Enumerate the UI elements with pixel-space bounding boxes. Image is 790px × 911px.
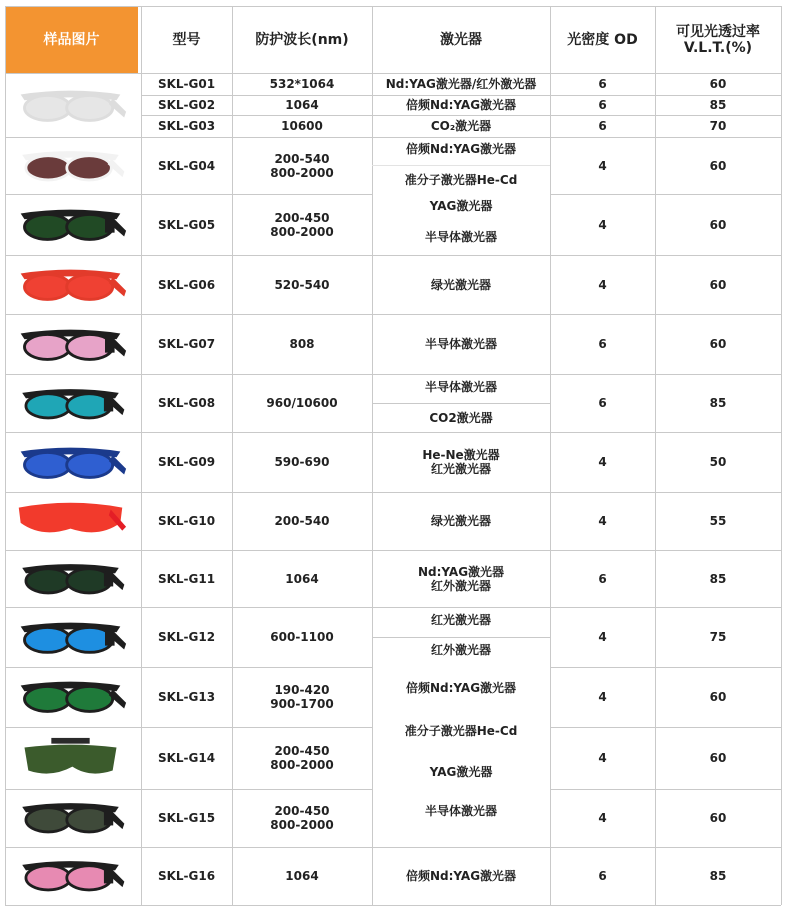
od-cell [550,607,655,667]
wavelength-value: 200-450 [274,804,330,818]
vlt-value: 85 [709,571,727,586]
header-sample-image-label: 样品图片 [43,31,100,48]
laser-value: 倍频Nd:YAG激光器 [405,869,517,883]
vlt-value: 85 [709,396,727,410]
model-value: SKL-G05 [157,217,216,232]
laser-subdivider [372,403,550,404]
vlt-cell [655,727,781,789]
vlt-value: 60 [709,751,727,765]
vlt-cell [655,73,781,95]
vlt-value: 50 [709,455,727,469]
wavelength-cell [232,667,372,727]
laser-value: 倍频Nd:YAG激光器 [405,98,517,112]
vlt-cell [655,255,781,314]
model-value: SKL-G13 [157,690,216,704]
wavelength-value: 10600 [281,119,323,133]
column-divider [781,6,782,905]
od-value: 6 [598,396,607,410]
model-cell [141,847,232,905]
model-cell [141,194,232,255]
header-sample-image [5,6,138,73]
od-cell [550,789,655,847]
model-value: SKL-G01 [157,77,216,91]
wavelength-value: 1064 [285,869,319,883]
model-cell [141,115,232,137]
od-value: 4 [598,514,607,528]
wavelength-cell [232,492,372,550]
safety-goggles-image [13,76,128,136]
safety-goggles-image [13,198,128,252]
header-wavelength [232,6,372,73]
row-divider [5,6,781,7]
model-value: SKL-G08 [157,396,216,410]
wavelength-value: 200-450 [274,744,330,758]
laser-group-line [372,802,550,820]
wavelength-cell [232,194,372,255]
vlt-value: 60 [709,277,727,292]
safety-goggles-image [13,850,128,902]
vlt-cell [655,115,781,137]
od-cell [550,115,655,137]
vlt-cell [655,607,781,667]
model-value: SKL-G07 [157,337,216,351]
model-value: SKL-G10 [157,514,216,528]
od-cell [550,492,655,550]
model-value: SKL-G03 [157,119,216,133]
wavelength-value: 1064 [285,98,319,112]
od-cell [550,550,655,607]
laser-value: Nd:YAG激光器 [417,564,505,579]
header-od [550,6,655,73]
safety-goggles-image [13,318,128,372]
wavelength-cell [232,727,372,789]
wavelength-cell [232,314,372,374]
laser-value: 红外激光器 [430,578,491,593]
wavelength-cell [232,115,372,137]
vlt-cell [655,847,781,905]
row-divider [5,905,781,906]
wavelength-cell [232,432,372,492]
model-cell [141,73,232,95]
laser-cell [372,847,550,905]
od-cell [550,314,655,374]
laser-cell [372,95,550,115]
header-laser-label: 激光器 [440,31,482,48]
wavelength-cell [232,607,372,667]
laser-value: CO₂激光器 [430,119,492,133]
laser-value: 红光激光器 [430,613,491,627]
wavelength-value: 520-540 [274,277,330,292]
vlt-value: 60 [709,337,727,351]
safety-goggles-image [13,553,128,605]
laser-group-line [372,722,550,740]
laser-group-line [372,409,550,427]
wavelength-value: 200-540 [274,151,330,166]
model-cell [141,432,232,492]
wavelength-value: 532*1064 [269,77,335,91]
laser-value: CO2激光器 [429,411,493,425]
model-cell [141,727,232,789]
vlt-cell [655,432,781,492]
model-cell [141,550,232,607]
od-value: 4 [598,455,607,469]
laser-value: 绿光激光器 [430,514,491,528]
laser-cell [372,314,550,374]
laser-value: 倍频Nd:YAG激光器 [405,681,517,695]
laser-value: YAG激光器 [429,765,493,779]
model-value: SKL-G16 [157,869,216,883]
wavelength-value: 600-1100 [270,630,334,644]
header-vlt-line2: V.L.T.(%) [683,39,753,56]
wavelength-value: 800-2000 [270,758,334,772]
wavelength-value: 960/10600 [266,396,338,410]
laser-value: 半导体激光器 [424,337,497,351]
column-divider [5,6,6,905]
wavelength-value: 800-2000 [270,818,334,832]
model-value: SKL-G15 [157,811,216,825]
safety-goggles-image [13,436,128,490]
vlt-value: 75 [709,630,727,644]
od-value: 6 [598,98,607,112]
wavelength-value: 200-450 [274,210,330,225]
laser-value: 倍频Nd:YAG激光器 [405,142,517,156]
laser-value: YAG激光器 [429,199,493,213]
wavelength-value: 800-2000 [270,224,334,239]
vlt-cell [655,492,781,550]
vlt-value: 60 [709,811,727,825]
od-value: 4 [598,277,607,292]
wavelength-value: 900-1700 [270,697,334,711]
laser-value: 半导体激光器 [424,230,497,244]
safety-goggles-image [13,494,128,548]
model-cell [141,607,232,667]
model-value: SKL-G04 [157,158,216,173]
vlt-cell [655,137,781,194]
model-cell [141,137,232,194]
od-value: 4 [598,217,607,232]
model-value: SKL-G14 [157,751,216,765]
wavelength-value: 190-420 [274,683,330,697]
laser-subdivider [372,637,550,638]
header-model [141,6,232,73]
wavelength-value: 590-690 [274,455,330,469]
vlt-cell [655,789,781,847]
laser-group-line [372,197,550,215]
laser-group-line [372,763,550,781]
laser-value: He-Ne激光器 [422,448,500,462]
wavelength-cell [232,255,372,314]
laser-value: 红光激光器 [430,462,491,476]
model-cell [141,95,232,115]
safety-goggles-image [13,258,128,312]
vlt-value: 60 [709,77,727,91]
laser-value: 半导体激光器 [424,380,497,394]
wavelength-value: 1064 [285,571,319,586]
header-wavelength-label: 防护波长(nm) [255,31,349,48]
laser-value: 准分子激光器He-Cd [404,173,518,187]
laser-cell [372,115,550,137]
od-value: 6 [598,337,607,351]
safety-goggles-image [13,140,128,192]
header-laser [372,6,550,73]
header-od-label: 光密度 OD [567,31,638,48]
vlt-cell [655,194,781,255]
safety-goggles-image [13,792,128,844]
wavelength-value: 200-540 [274,514,330,528]
laser-value: 半导体激光器 [424,804,497,818]
od-cell [550,137,655,194]
od-value: 4 [598,811,607,825]
od-cell [550,847,655,905]
wavelength-cell [232,550,372,607]
model-cell [141,789,232,847]
od-cell [550,667,655,727]
model-cell [141,255,232,314]
od-value: 4 [598,630,607,644]
laser-group-line [372,641,550,659]
laser-value: 绿光激光器 [430,277,491,292]
merged-cell-mask [373,194,550,195]
model-value: SKL-G06 [157,277,216,292]
model-cell [141,667,232,727]
vlt-value: 60 [709,217,727,232]
od-value: 6 [598,119,607,133]
safety-goggles-image [13,731,128,787]
od-value: 6 [598,869,607,883]
wavelength-cell [232,789,372,847]
laser-group-line [372,378,550,396]
merged-cell-mask [373,667,550,668]
vlt-value: 70 [709,119,727,133]
model-value: SKL-G11 [157,571,216,586]
wavelength-cell [232,847,372,905]
model-value: SKL-G02 [157,98,216,112]
wavelength-cell [232,374,372,432]
laser-value: Nd:YAG激光器/红外激光器 [385,77,537,91]
vlt-cell [655,374,781,432]
header-vlt-line1: 可见光透过率 [676,23,760,40]
model-cell [141,492,232,550]
safety-goggles-image [13,670,128,724]
laser-cell [372,73,550,95]
wavelength-cell [232,95,372,115]
model-cell [141,374,232,432]
laser-group-line [372,679,550,697]
laser-cell [372,255,550,314]
vlt-cell [655,314,781,374]
model-value: SKL-G09 [157,455,216,469]
vlt-value: 85 [709,98,727,112]
od-value: 4 [598,690,607,704]
wavelength-cell [232,73,372,95]
od-value: 6 [598,77,607,91]
od-cell [550,95,655,115]
safety-goggles-image [13,378,128,430]
vlt-cell [655,550,781,607]
od-cell [550,374,655,432]
header-model-label: 型号 [172,31,201,48]
laser-subdivider [372,165,550,166]
od-cell [550,727,655,789]
safety-goggles-image [13,611,128,665]
laser-group-line [372,228,550,246]
vlt-cell [655,667,781,727]
wavelength-value: 808 [289,337,315,351]
header-vlt [655,6,781,73]
vlt-value: 85 [709,869,727,883]
od-cell [550,73,655,95]
od-value: 4 [598,158,607,173]
laser-group-line [372,171,550,189]
od-cell [550,194,655,255]
model-value: SKL-G12 [157,630,216,644]
od-value: 6 [598,571,607,586]
vlt-value: 60 [709,690,727,704]
vlt-value: 60 [709,158,727,173]
od-cell [550,432,655,492]
laser-value: 准分子激光器He-Cd [404,724,518,738]
model-cell [141,314,232,374]
wavelength-cell [232,137,372,194]
laser-cell [372,492,550,550]
laser-value: 红外激光器 [430,643,491,657]
laser-group-line [372,611,550,629]
od-value: 4 [598,751,607,765]
merged-cell-mask [373,789,550,790]
od-cell [550,255,655,314]
laser-cell [372,550,550,607]
vlt-value: 55 [709,514,727,528]
vlt-cell [655,95,781,115]
laser-group-line [372,140,550,158]
laser-cell [372,432,550,492]
wavelength-value: 800-2000 [270,165,334,180]
